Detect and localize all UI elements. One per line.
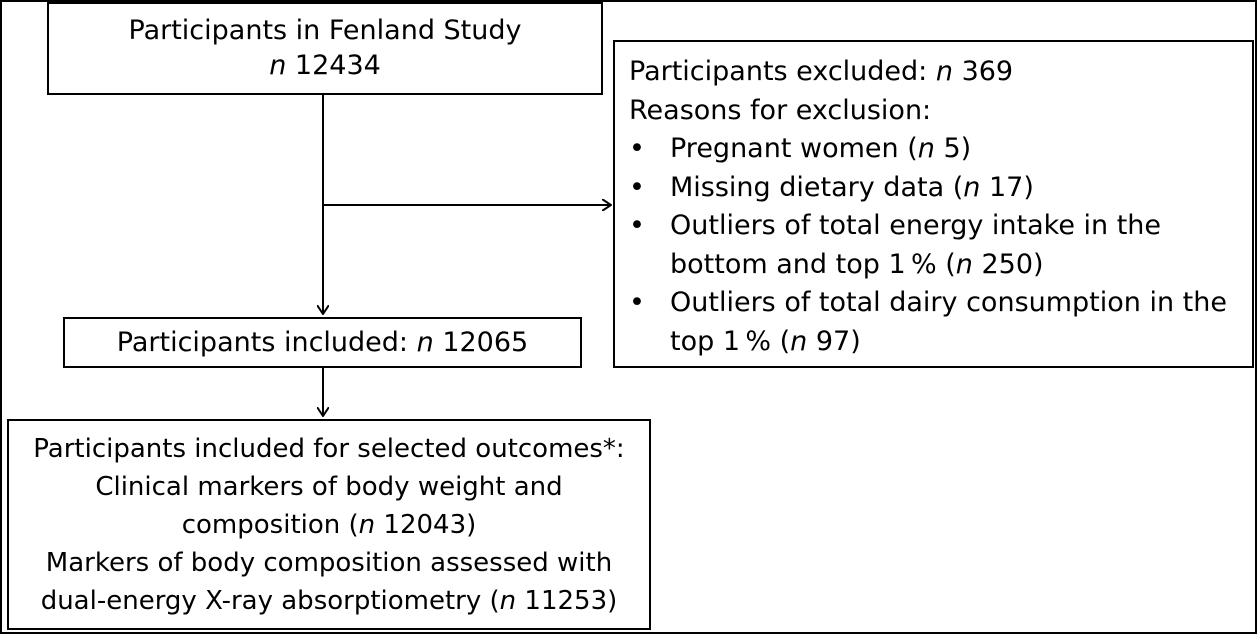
outcomes-box [7,419,651,630]
enrolled-box [47,2,603,95]
bullet-icon: • [629,210,645,241]
exclusion-reason-item [629,207,1252,284]
exclusion-reason-line: bottom and top 1 % (n 250) [670,248,1044,280]
exclusion-reasons-list [629,130,1252,361]
exclusion-reason-line: top 1 % (n 97) [670,325,861,357]
bullet-icon: • [629,287,645,318]
included-count: Participants included: n 12065 [116,327,529,358]
excluded-title: Participants excluded: n 369 [629,56,1014,87]
exclusion-reason-line: Outliers of total dairy consumption in the [670,287,1227,318]
exclusion-reason-item [629,130,1252,169]
exclusion-reason-line: Missing dietary data (n 17) [670,171,1034,203]
exclusion-reason-line: Pregnant women (n 5) [670,133,972,164]
bullet-icon: • [629,133,645,164]
reasons-heading: Reasons for exclusion: [629,94,932,126]
outcomes-title: Participants included for selected outcomes*: [33,434,625,464]
exclusion-reason-item [629,169,1252,208]
outcome-clinical-line1: Clinical markers of body weight and [95,472,563,502]
exclusion-reason-line: Outliers of total energy intake in the [670,210,1162,241]
bullet-icon: • [629,171,645,203]
excluded-box [613,40,1254,368]
outcome-dxa-line2: dual-energy X-ray absorptiometry (n 11253) [40,586,618,616]
enrolled-title: Participants in Fenland Study [128,15,522,46]
outcome-dxa-line1: Markers of body composition assessed with [45,548,613,578]
enrolled-count: n 12434 [269,50,381,81]
outcome-clinical-line2: composition (n 12043) [181,510,477,540]
exclusion-reason-item [629,284,1252,361]
included-box [63,317,582,368]
